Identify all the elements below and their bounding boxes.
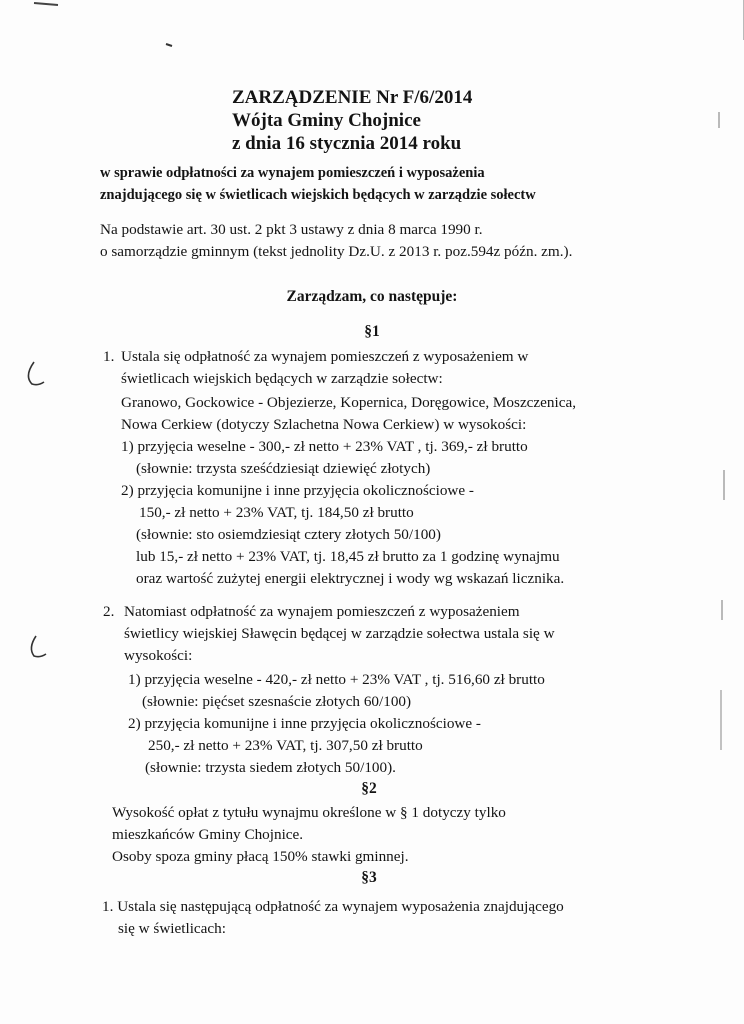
document-subject xyxy=(100,162,536,206)
subitem-line: 1) przyjęcia weselne - 300,- zł netto + 23% VAT , tj. 369,- zł brutto xyxy=(121,438,528,455)
section-1-heading: §1 xyxy=(364,323,380,340)
item-number: 2. xyxy=(103,603,115,620)
subitem-line: 1) przyjęcia weselne - 420,- zł netto + 23% VAT , tj. 516,60 zł brutto xyxy=(128,671,545,688)
section-2-line: Osoby spoza gminy płacą 150% stawki gminnej. xyxy=(112,848,409,865)
subitem-line: 250,- zł netto + 23% VAT, tj. 307,50 zł brutto xyxy=(148,737,423,754)
item-line: Nowa Cerkiew (dotyczy Szlachetna Nowa Cerkiew) w wysokości: xyxy=(121,416,527,433)
subitem-line: (słownie: pięćset szesnaście złotych 60/100) xyxy=(142,693,412,710)
punch-hole-mark-upper xyxy=(28,362,44,385)
item-line: Granowo, Gockowice - Objezierze, Kopernica, Doręgowice, Moszczenica, xyxy=(121,394,576,411)
subitem-line: (słownie: trzysta siedem złotych 50/100). xyxy=(145,759,396,776)
item-line: wysokości: xyxy=(124,647,193,664)
section-3-line: 1. Ustala się następującą odpłatność za wynajem wyposażenia znajdującego xyxy=(102,898,564,915)
subitem-line: lub 15,- zł netto + 23% VAT, tj. 18,45 zł brutto za 1 godzinę wynajmu xyxy=(136,548,560,565)
section-3-heading: §3 xyxy=(361,869,377,886)
title-line-1: ZARZĄDZENIE Nr F/6/2014 xyxy=(232,87,473,108)
subitem-line: (słownie: trzysta sześćdziesiąt dziewięć złotych) xyxy=(136,460,431,477)
punch-hole-mark-lower xyxy=(31,636,46,657)
title-line-3: z dnia 16 stycznia 2014 roku xyxy=(232,133,462,154)
section-2-line: mieszkańców Gminy Chojnice. xyxy=(112,826,304,843)
section-2-line: Wysokość opłat z tytułu wynajmu określone w § 1 dotyczy tylko xyxy=(112,804,506,821)
scan-speck-top xyxy=(166,44,172,46)
subitem-line: oraz wartość zużytej energii elektrycznej i wody wg wskazań licznika. xyxy=(136,570,565,587)
section-3-line: się w świetlicach: xyxy=(118,920,226,937)
document-title xyxy=(232,86,472,155)
ordering-phrase: Zarządzam, co następuje: xyxy=(286,288,458,305)
item-line: Ustala się odpłatność za wynajem pomieszczeń z wyposażeniem w xyxy=(121,348,529,365)
subitem-line: 2) przyjęcia komunijne i inne przyjęcia okolicznościowe - xyxy=(128,715,481,732)
subject-line-1: w sprawie odpłatności za wynajem pomieszczeń i wyposażenia xyxy=(100,165,485,181)
subject-line-2: znajdującego się w świetlicach wiejskich będących w zarządzie sołectw xyxy=(100,187,536,203)
legal-basis-line-2: o samorządzie gminnym (tekst jednolity Dz.U. z 2013 r. poz.594z późn. zm.). xyxy=(100,243,573,260)
subitem-line: 2) przyjęcia komunijne i inne przyjęcia okolicznościowe - xyxy=(121,482,474,499)
title-line-2: Wójta Gminy Chojnice xyxy=(232,110,421,131)
item-line: świetlicy wiejskiej Sławęcin będącej w zarządzie sołectwa ustala się w xyxy=(124,625,555,642)
item-line: Natomiast odpłatność za wynajem pomieszczeń z wyposażeniem xyxy=(124,603,520,620)
legal-basis-line-1: Na podstawie art. 30 ust. 2 pkt 3 ustawy z dnia 8 marca 1990 r. xyxy=(100,221,483,238)
item-line: świetlicach wiejskich będących w zarządzie sołectw: xyxy=(121,370,443,387)
subitem-line: (słownie: sto osiemdziesiąt cztery złotych 50/100) xyxy=(136,526,441,543)
scan-speck-top-left xyxy=(34,3,58,5)
legal-basis xyxy=(100,219,572,263)
section-2-heading: §2 xyxy=(361,780,377,797)
item-number: 1. xyxy=(103,348,115,365)
subitem-line: 150,- zł netto + 23% VAT, tj. 184,50 zł brutto xyxy=(139,504,414,521)
